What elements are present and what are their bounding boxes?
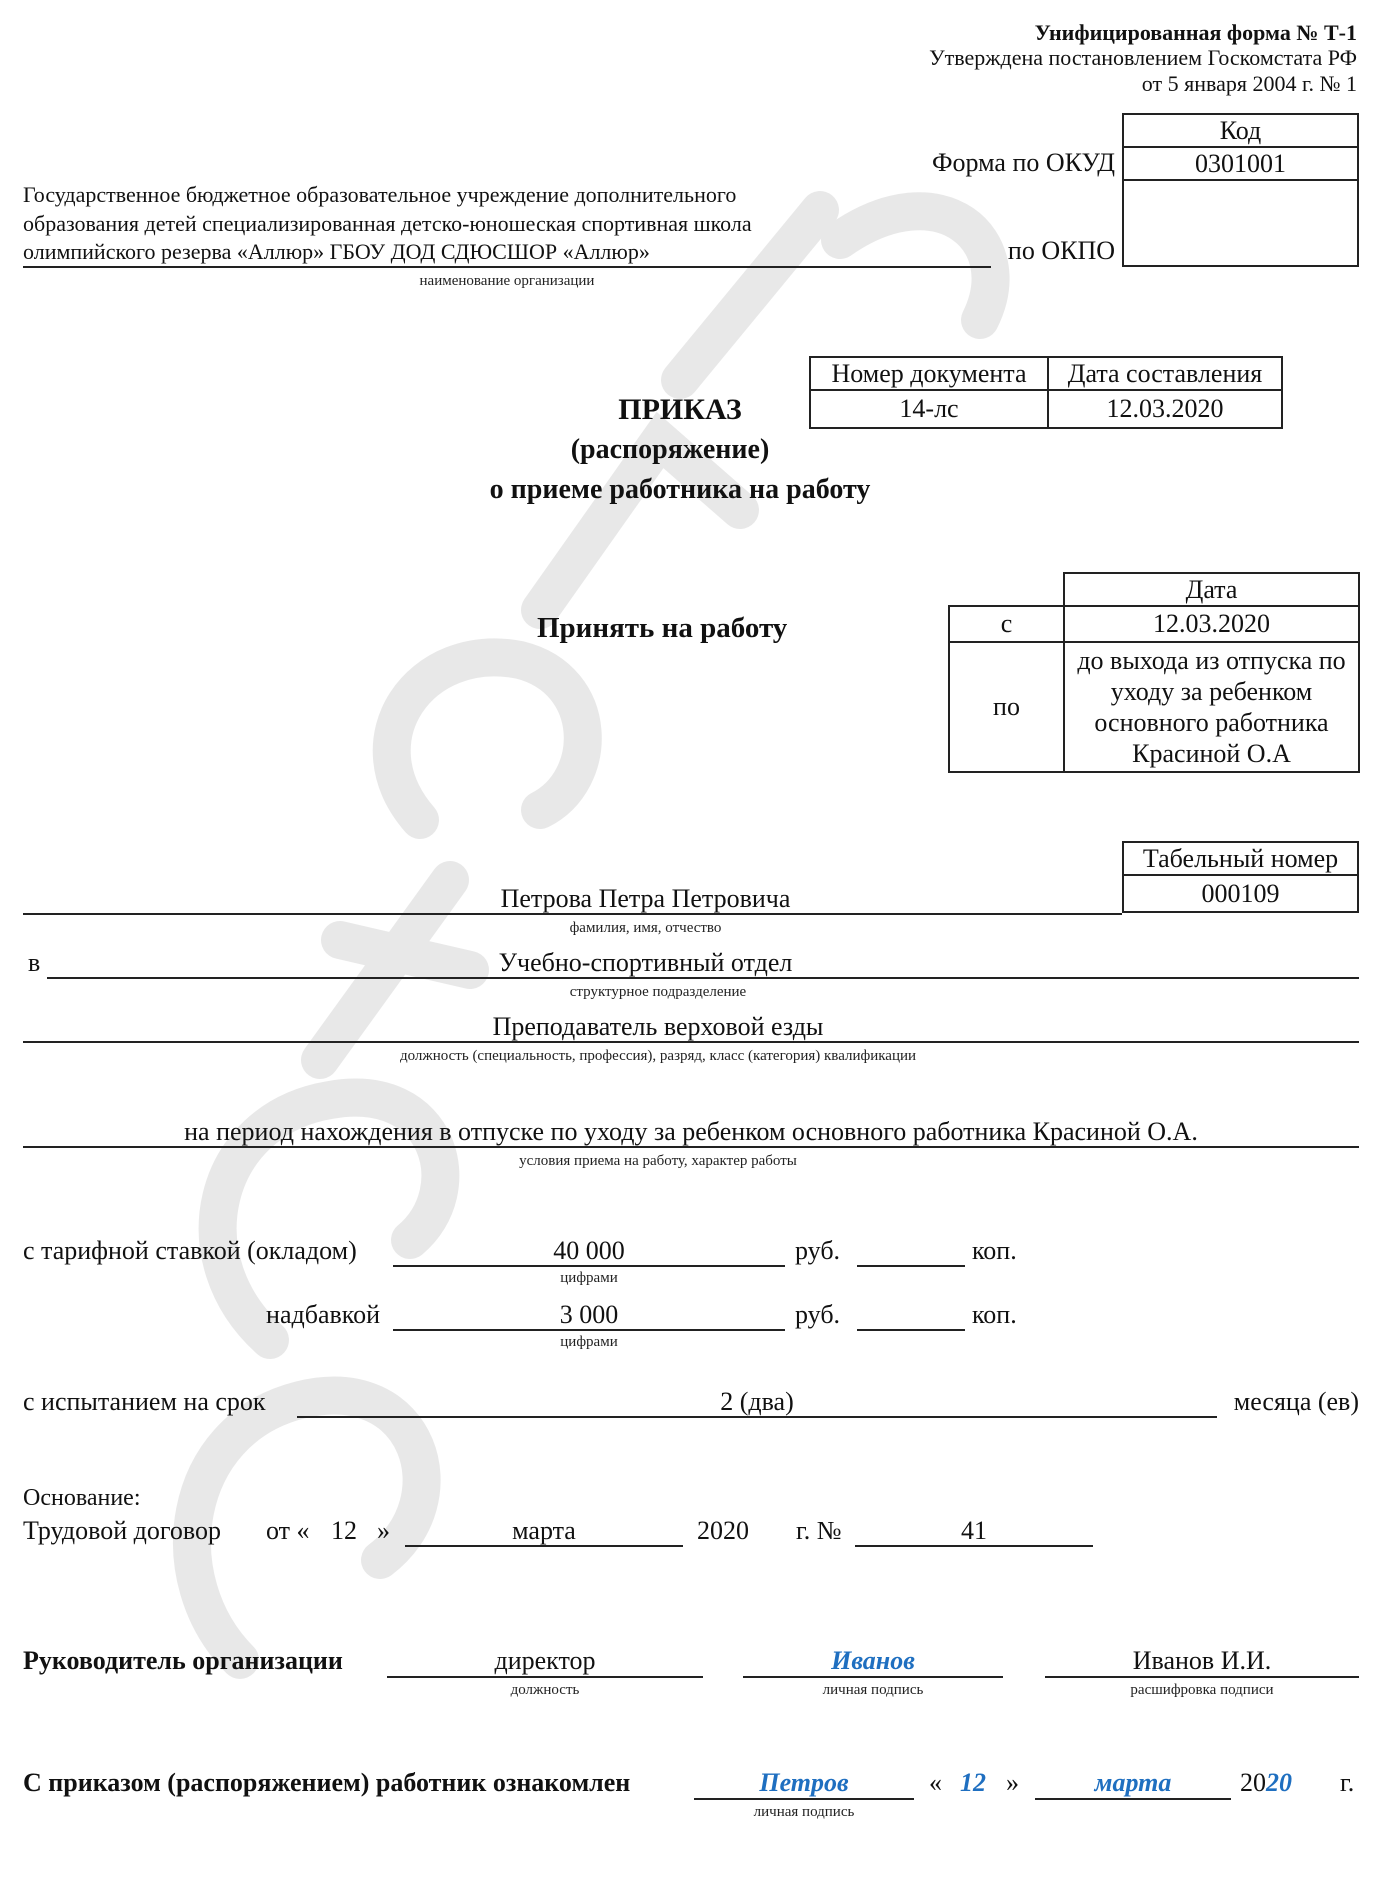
tab-number-header: Табельный номер bbox=[1123, 842, 1358, 875]
ack-open-quote: « bbox=[929, 1768, 942, 1797]
head-name-underline bbox=[1045, 1676, 1359, 1678]
bonus-kop-underline bbox=[857, 1329, 965, 1331]
basis-number: 41 bbox=[961, 1516, 987, 1545]
approval-line-2: от 5 января 2004 г. № 1 bbox=[1141, 71, 1357, 96]
okud-label: Форма по ОКУД bbox=[932, 148, 1115, 177]
bonus-label: надбавкой bbox=[266, 1300, 380, 1329]
rate-caption: цифрами bbox=[560, 1270, 618, 1286]
rate-kop-underline bbox=[857, 1265, 965, 1267]
codes-table bbox=[1122, 113, 1359, 267]
ack-year: 2020 bbox=[1240, 1768, 1292, 1797]
department: Учебно-спортивный отдел bbox=[498, 948, 793, 977]
org-caption: наименование организации bbox=[419, 273, 595, 289]
employee-name: Петрова Петра Петровича bbox=[500, 884, 791, 913]
basis-day: 12 bbox=[331, 1516, 357, 1545]
head-signature-caption: личная подпись bbox=[822, 1682, 924, 1698]
position-underline bbox=[23, 1041, 1359, 1043]
ack-signature-underline bbox=[694, 1798, 914, 1800]
head-position-underline bbox=[387, 1676, 703, 1678]
doc-number-header: Номер документа bbox=[810, 357, 1048, 390]
rate-value: 40 000 bbox=[553, 1236, 625, 1265]
basis-label: Основание: bbox=[23, 1485, 141, 1511]
basis-doc: Трудовой договор bbox=[23, 1516, 221, 1545]
org-name-line-1: Государственное бюджетное образовательное учреждение дополнительного bbox=[23, 182, 737, 207]
probation-underline bbox=[297, 1416, 1217, 1418]
name-caption: фамилия, имя, отчество bbox=[569, 920, 722, 936]
basis-from: от « bbox=[266, 1516, 310, 1545]
doc-subtitle: (распоряжение) bbox=[570, 434, 770, 465]
conditions-caption: условия приема на работу, характер работы bbox=[519, 1153, 797, 1169]
hire-to-label: по bbox=[949, 642, 1064, 772]
conditions: на период нахождения в отпуске по уходу за ребенком основного работника Красиной О.А. bbox=[184, 1117, 1198, 1146]
bonus-underline bbox=[393, 1329, 785, 1331]
basis-year: 2020 bbox=[697, 1516, 749, 1545]
ack-signature: Петров bbox=[759, 1768, 849, 1797]
position-caption: должность (специальность, профессия), разряд, класс (категория) квалификации bbox=[399, 1048, 917, 1064]
hire-date-header: Дата bbox=[1064, 573, 1359, 606]
doc-date-header: Дата составления bbox=[1048, 357, 1282, 390]
hire-dates-table bbox=[948, 572, 1360, 773]
bonus-value: 3 000 bbox=[559, 1300, 619, 1329]
probation-label: с испытанием на срок bbox=[23, 1387, 266, 1416]
okpo-value bbox=[1123, 180, 1358, 266]
okud-value: 0301001 bbox=[1123, 147, 1358, 180]
rate-underline bbox=[393, 1265, 785, 1267]
doc-number: 14-лс bbox=[810, 390, 1048, 428]
head-label: Руководитель организации bbox=[23, 1646, 343, 1675]
ack-label: С приказом (распоряжением) работник ознакомлен bbox=[23, 1768, 631, 1797]
doc-title: ПРИКАЗ bbox=[618, 393, 742, 426]
rate-kop: коп. bbox=[972, 1236, 1017, 1265]
dept-prefix: в bbox=[28, 948, 41, 977]
bonus-caption: цифрами bbox=[560, 1334, 618, 1350]
probation-value: 2 (два) bbox=[720, 1387, 794, 1416]
department-underline bbox=[47, 977, 1359, 979]
head-position-caption: должность bbox=[510, 1682, 580, 1698]
head-signature: Иванов bbox=[831, 1646, 915, 1675]
bonus-rub: руб. bbox=[795, 1300, 841, 1329]
rate-rub: руб. bbox=[795, 1236, 841, 1265]
probation-unit: месяца (ев) bbox=[1233, 1387, 1359, 1416]
ack-day: 12 bbox=[960, 1768, 986, 1797]
org-underline bbox=[23, 266, 991, 268]
ack-month: марта bbox=[1094, 1768, 1172, 1797]
ack-year-unit: г. bbox=[1340, 1768, 1355, 1797]
basis-number-underline bbox=[855, 1545, 1093, 1547]
basis-month: марта bbox=[512, 1516, 576, 1545]
head-position: директор bbox=[494, 1646, 596, 1675]
ack-signature-caption: личная подпись bbox=[753, 1804, 855, 1820]
hire-to-value: до выхода из отпуска по уходу за ребенком основного работника Красиной О.А bbox=[1064, 642, 1359, 772]
tab-number: 000109 bbox=[1123, 875, 1358, 912]
hire-label: Принять на работу bbox=[537, 612, 788, 644]
org-name-line-3: олимпийского резерва «Аллюр» ГБОУ ДОД СДЮСШОР «Аллюр» bbox=[23, 239, 650, 264]
doc-subject: о приеме работника на работу bbox=[489, 474, 871, 505]
form-title: Унифицированная форма № Т-1 bbox=[1034, 20, 1357, 45]
hire-from-label: с bbox=[949, 606, 1064, 642]
basis-month-underline bbox=[405, 1545, 683, 1547]
okpo-label: по ОКПО bbox=[1007, 236, 1115, 265]
department-caption: структурное подразделение bbox=[569, 984, 747, 1000]
ack-month-underline bbox=[1035, 1798, 1231, 1800]
approval-line-1: Утверждена постановлением Госкомстата РФ bbox=[929, 45, 1357, 70]
document-table bbox=[809, 356, 1283, 429]
bonus-kop: коп. bbox=[972, 1300, 1017, 1329]
conditions-underline bbox=[23, 1146, 1359, 1148]
hire-from-value: 12.03.2020 bbox=[1064, 606, 1359, 642]
name-underline bbox=[23, 913, 1122, 915]
head-name: Иванов И.И. bbox=[1132, 1646, 1272, 1675]
head-name-caption: расшифровка подписи bbox=[1130, 1682, 1274, 1698]
rate-label: с тарифной ставкой (окладом) bbox=[23, 1236, 357, 1265]
ack-close-quote: » bbox=[1006, 1768, 1019, 1797]
org-name-line-2: образования детей специализированная детско-юношеская спортивная школа bbox=[23, 211, 752, 236]
doc-date: 12.03.2020 bbox=[1048, 390, 1282, 428]
codes-header: Код bbox=[1123, 114, 1358, 147]
basis-close-quote: » bbox=[377, 1516, 390, 1545]
head-signature-underline bbox=[743, 1676, 1003, 1678]
basis-num-label: г. № bbox=[796, 1516, 842, 1545]
position: Преподаватель верховой езды bbox=[492, 1012, 824, 1041]
